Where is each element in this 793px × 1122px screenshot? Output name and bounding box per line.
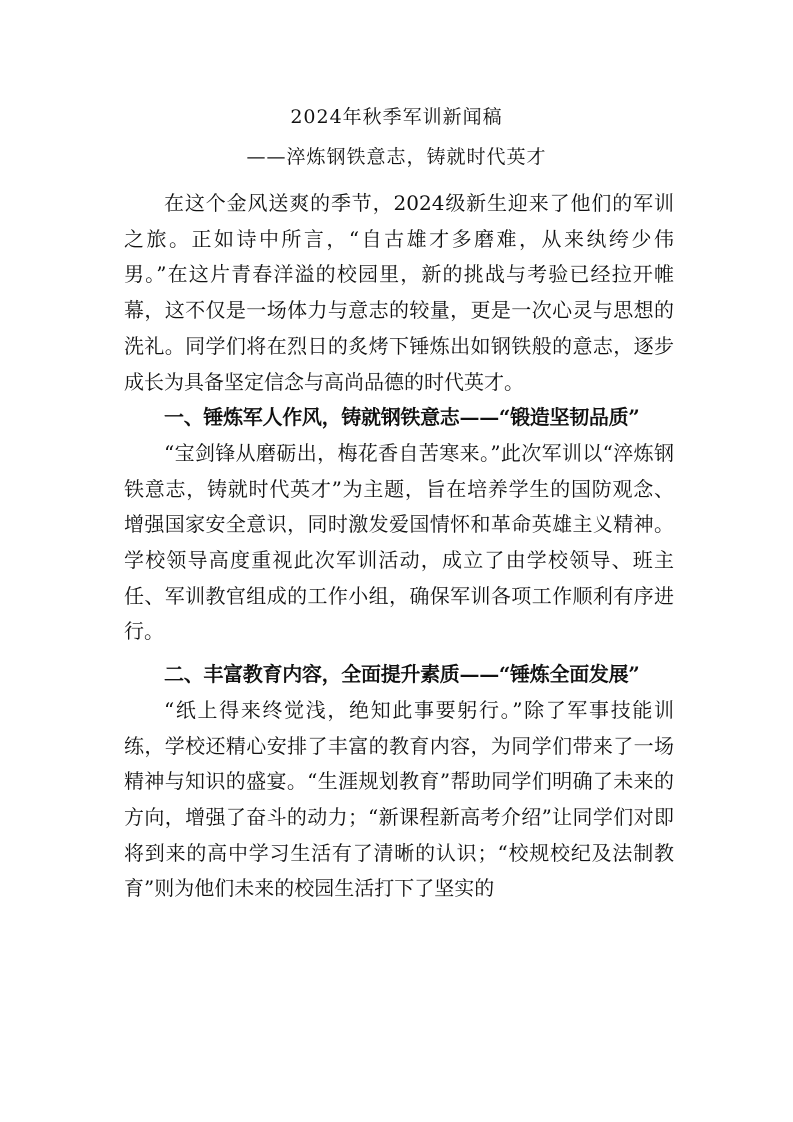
intro-paragraph: 在这个金风送爽的季节，2024级新生迎来了他们的军训之旅。正如诗中所言，“自古雄才多磨难，从来纨绔少伟男。”在这片青春洋溢的校园里，新的挑战与考验已经拉开帷幕，这不仅是一场体力与意志的较量，更是一次心灵与思想的洗礼。同学们将在烈日的炙烤下锤炼出如钢铁般的意志，逐步成长为具备坚定信念与高尚品德的时代英才。 bbox=[124, 191, 674, 394]
document-body bbox=[124, 186, 674, 907]
section-1-heading: 一、锤炼军人作风，铸就钢铁意志——“锻造坚韧品质” bbox=[164, 405, 640, 430]
section-2-paragraph: “纸上得来终觉浅，绝知此事要躬行。”除了军事技能训练，学校还精心安排了丰富的教育内容，为同学们带来了一场精神与知识的盛宴。“生涯规划教育”帮助同学们明确了未来的方向，增强了奋斗的动力；“新课程新高考介绍”让同学们对即将到来的高中学习生活有了清晰的认识；“校规校纪及法制教育”则为他们未来的校园生活打下了坚实的 bbox=[124, 697, 674, 901]
section-2-heading: 二、丰富教育内容，全面提升素质——“锤炼全面发展” bbox=[164, 662, 640, 687]
document-subtitle: ——淬炼钢铁意志，铸就时代英才 bbox=[246, 146, 547, 168]
section-1-paragraph: “宝剑锋从磨砺出，梅花香自苦寒来。”此次军训以“淬炼钢铁意志，铸就时代英才”为主题，旨在培养学生的国防观念、增强国家安全意识，同时激发爱国情怀和革命英雄主义精神。学校领导高度重视此次军训活动，成立了由学校领导、班主任、军训教官组成的工作小组，确保军训各项工作顺利有序进行。 bbox=[124, 440, 674, 644]
document-title: 2024年秋季军训新闻稿 bbox=[290, 106, 503, 128]
